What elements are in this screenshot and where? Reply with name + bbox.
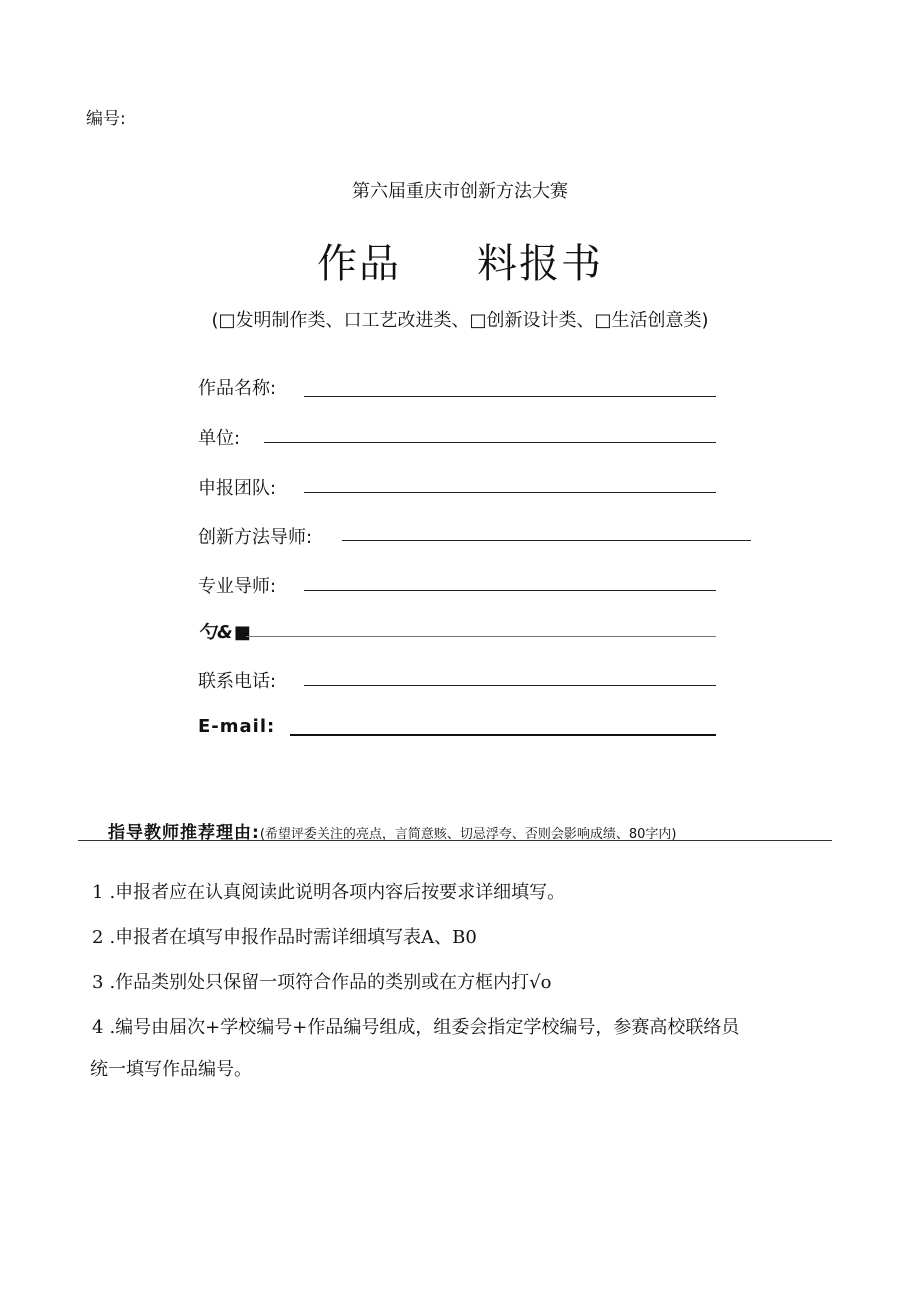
title-left: 作品 — [317, 241, 401, 287]
note-text: .申报者应在认真阅读此说明各项内容后按要求详细填写。 — [109, 882, 566, 903]
method-mentor-field[interactable] — [342, 540, 751, 541]
instructions-list — [92, 878, 832, 1100]
field-label-work-name: 作品名称: — [198, 378, 277, 399]
note-number: 4 — [92, 1017, 104, 1038]
note-text-continuation: 统一填写作品编号。 — [90, 1059, 252, 1080]
note-number: 2 — [92, 927, 104, 948]
note-text: .作品类别处只保留一项符合作品的类别或在方框内打√o — [109, 972, 552, 993]
list-item — [92, 968, 832, 998]
list-item — [92, 923, 832, 953]
note-number: 3 — [92, 972, 104, 993]
field-label-unit: 单位: — [198, 428, 241, 449]
unit-field[interactable] — [264, 442, 716, 443]
recommendation-label: 指导教师推荐理由: — [108, 823, 260, 843]
phone-field[interactable] — [304, 685, 716, 686]
note-text: .编号由届次+学校编号+作品编号组成，组委会指定学校编号，参赛高校联络员 — [109, 1017, 740, 1038]
recommendation-hint: (希望评委关注的亮点，言简意赅、切忌浮夸、否则会影响成绩、80字内) — [259, 827, 677, 842]
garbled-field[interactable] — [246, 636, 716, 637]
serial-number-label: 编号: — [86, 109, 126, 129]
title-right: 料报书 — [477, 241, 603, 287]
team-field[interactable] — [304, 492, 716, 493]
list-item — [92, 878, 832, 908]
professional-mentor-field[interactable] — [304, 590, 716, 591]
recommendation-divider — [78, 840, 832, 841]
field-label-garbled: 勺&■ — [198, 622, 252, 643]
category-options: (□发明制作类、口工艺改进类、□创新设计类、□生活创意类) — [211, 310, 709, 331]
field-label-method-mentor: 创新方法导师: — [198, 527, 313, 548]
competition-subtitle: 第六届重庆市创新方法大赛 — [352, 181, 568, 202]
page-title — [0, 232, 920, 289]
field-label-phone: 联系电话: — [198, 671, 277, 692]
field-label-professional-mentor: 专业导师: — [198, 576, 277, 597]
email-field[interactable] — [290, 734, 716, 736]
field-label-email: E-mail: — [198, 716, 276, 737]
list-item — [92, 1013, 832, 1085]
note-text: .申报者在填写申报作品时需详细填写表A、B0 — [109, 927, 477, 948]
work-name-field[interactable] — [304, 396, 716, 397]
note-number: 1 — [92, 882, 104, 903]
field-label-team: 申报团队: — [198, 478, 277, 499]
